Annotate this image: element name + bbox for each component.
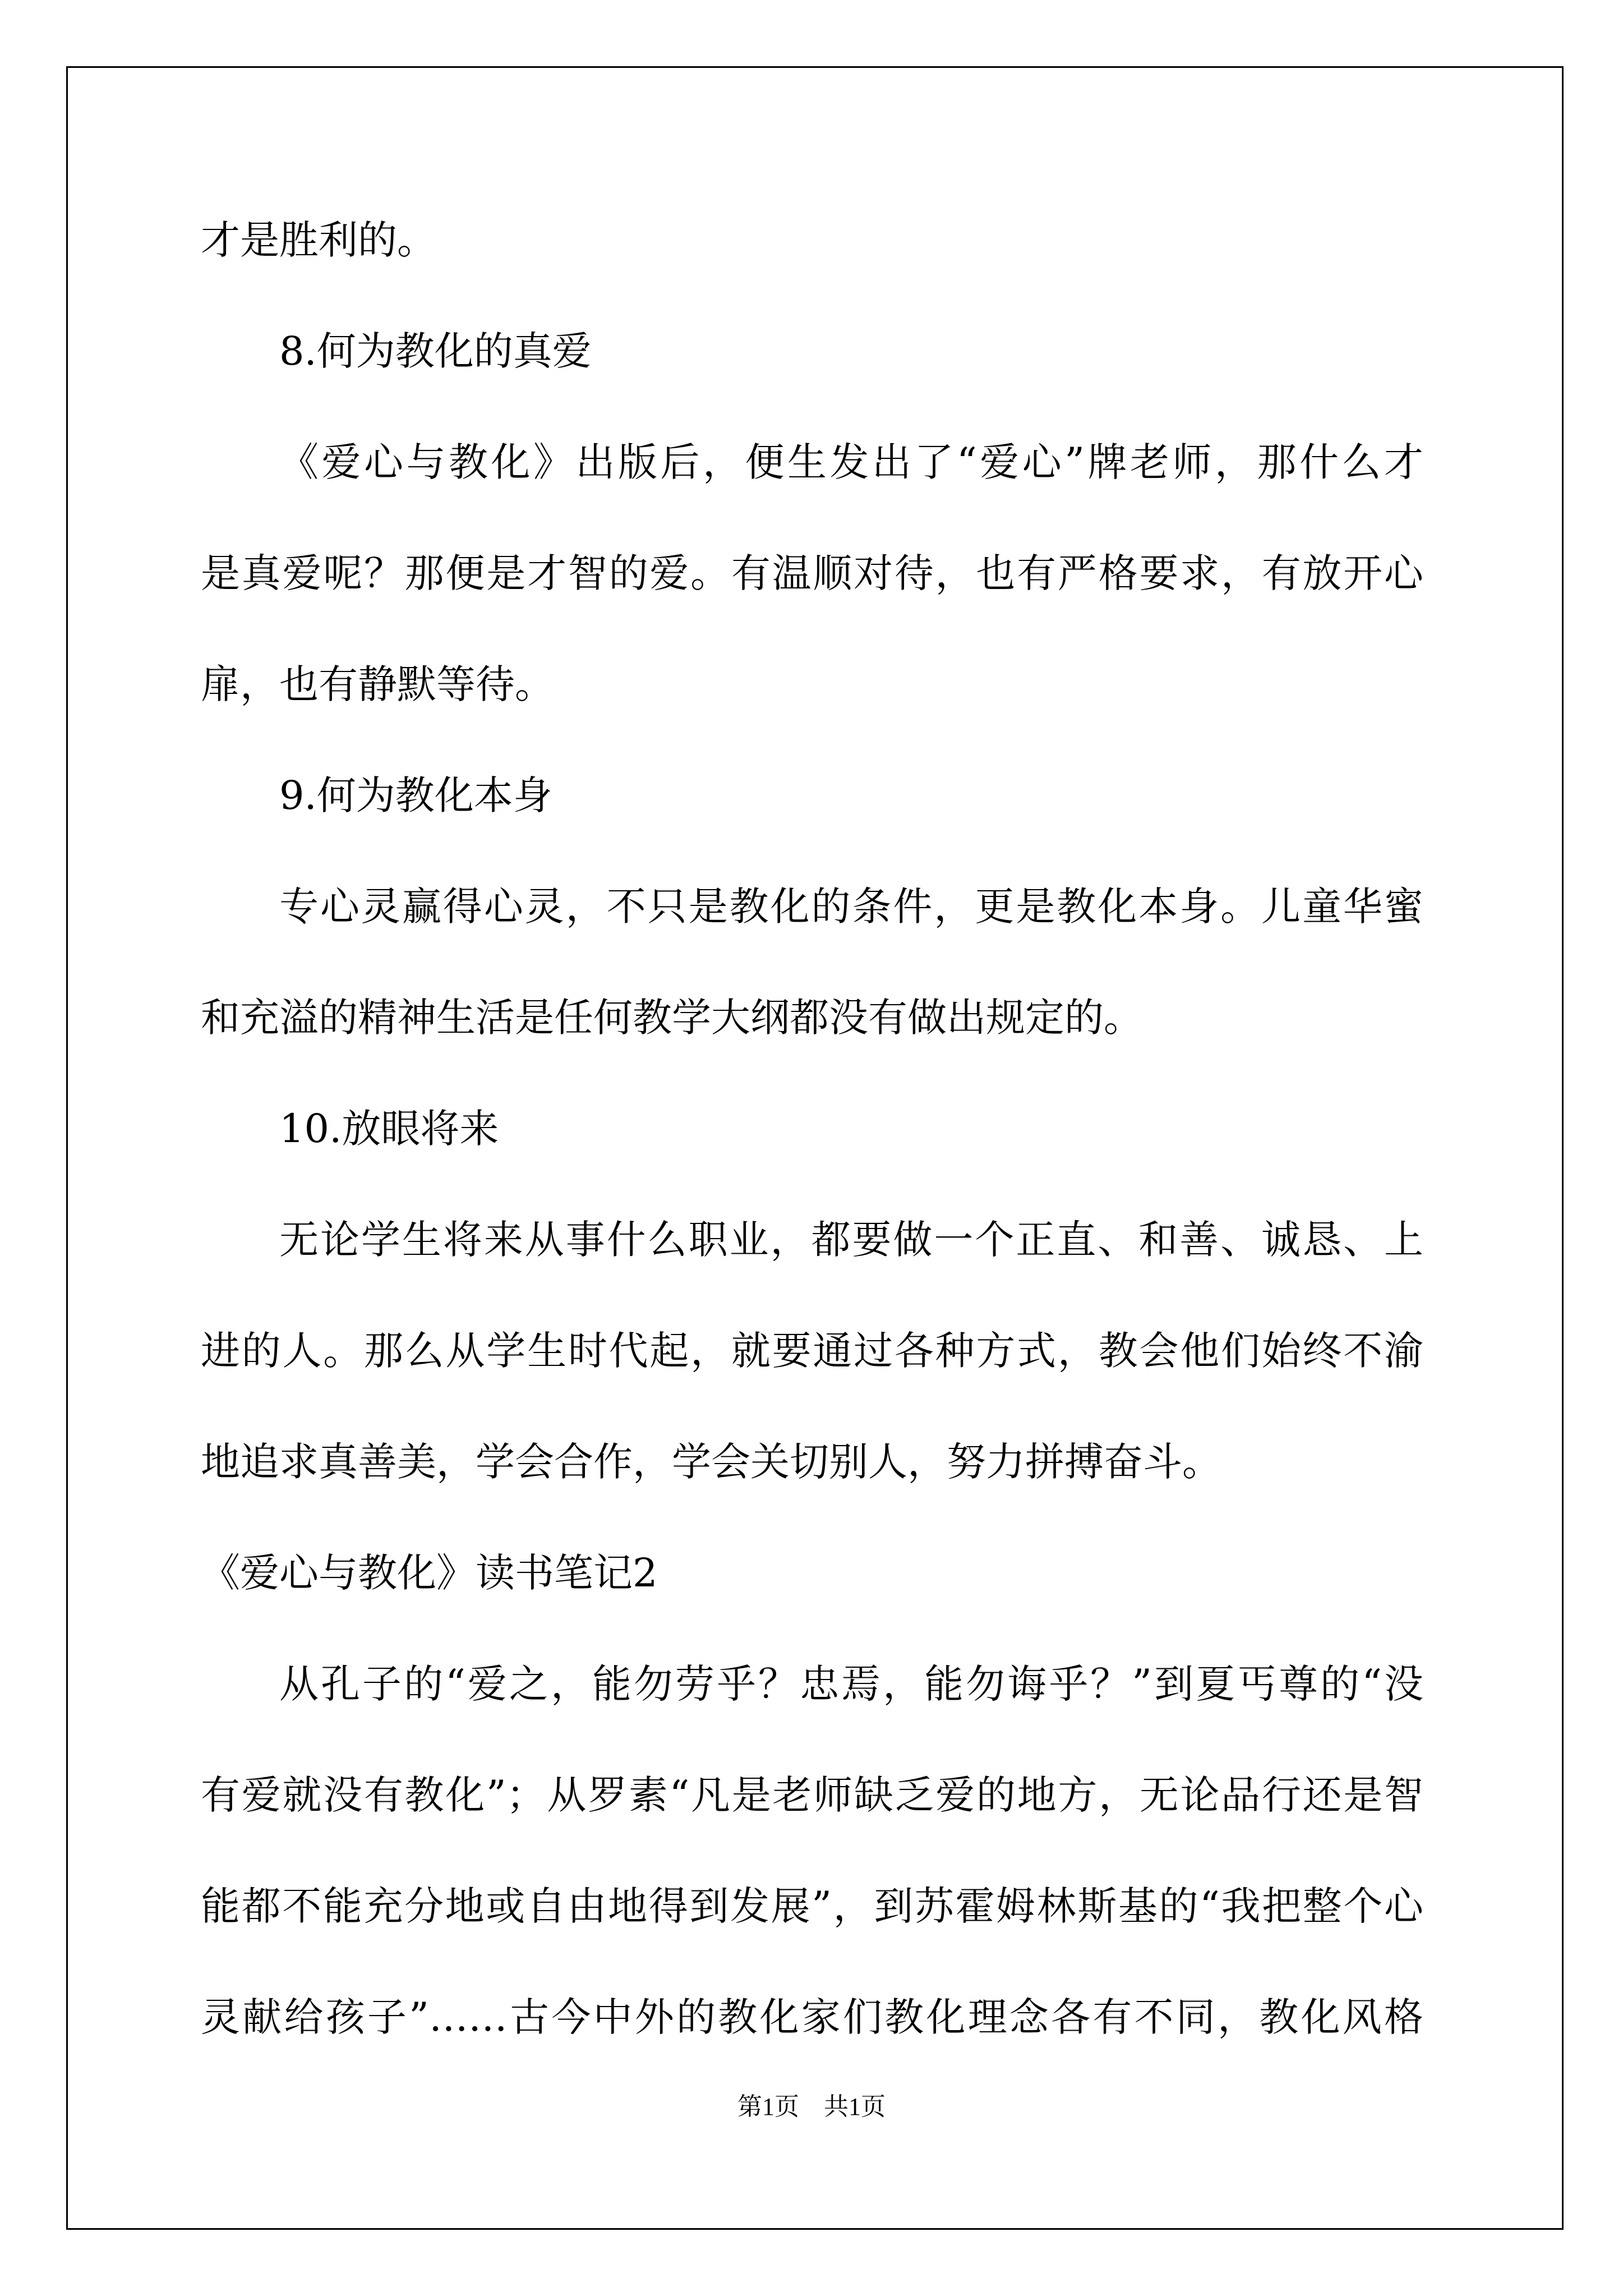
paragraph-line: 灵献给孩子”……古今中外的教化家们教化理念各有不同，教化风格 xyxy=(201,1994,1423,2040)
section-heading: 8.何为教化的真爱 xyxy=(279,328,592,374)
document-title: 《爱心与教化》读书笔记2 xyxy=(201,1550,658,1596)
paragraph-line: 能都不能充分地或自由地得到发展”，到苏霍姆林斯基的“我把整个心 xyxy=(201,1883,1423,1929)
paragraph-line: 是真爱呢？那便是才智的爱。有温顺对待，也有严格要求，有放开心 xyxy=(201,550,1423,596)
paragraph-line: 有爱就没有教化”；从罗素“凡是老师缺乏爱的地方，无论品行还是智 xyxy=(201,1772,1423,1818)
section-heading: 10.放眼将来 xyxy=(279,1106,499,1152)
paragraph-line: 无论学生将来从事什么职业，都要做一个正直、和善、诚恳、上 xyxy=(279,1217,1423,1263)
section-heading: 9.何为教化本身 xyxy=(279,772,552,818)
paragraph-line: 从孔子的“爱之，能勿劳乎？忠焉，能勿诲乎？”到夏丐尊的“没 xyxy=(279,1661,1423,1707)
paragraph-line: 进的人。那么从学生时代起，就要通过各种方式，教会他们始终不渝 xyxy=(201,1328,1423,1374)
page-footer: 第1页 共1页 xyxy=(737,2093,886,2120)
paragraph-line: 和充溢的精神生活是任何教学大纲都没有做出规定的。 xyxy=(201,995,1143,1041)
paragraph-line: 扉，也有静默等待。 xyxy=(201,661,554,707)
paragraph-line: 《爱心与教化》出版后，便生发出了“爱心”牌老师，那什么才 xyxy=(279,439,1423,485)
paragraph-line: 才是胜利的。 xyxy=(201,217,436,263)
paragraph-line: 专心灵赢得心灵，不只是教化的条件，更是教化本身。儿童华蜜 xyxy=(279,884,1423,930)
paragraph-line: 地追求真善美，学会合作，学会关切别人，努力拼搏奋斗。 xyxy=(201,1439,1221,1485)
